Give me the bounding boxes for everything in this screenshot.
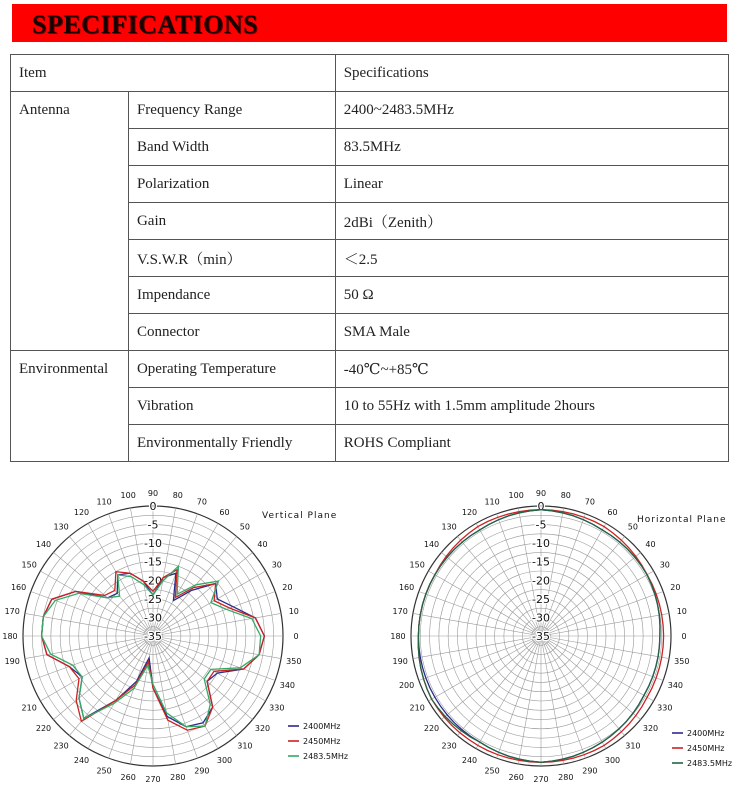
horizontal-plane-polar-chart bbox=[385, 486, 740, 786]
angle-tick-label: 20 bbox=[670, 583, 681, 593]
angle-tick-label: 170 bbox=[392, 607, 408, 617]
radial-tick-label: -20 bbox=[532, 574, 550, 588]
angle-tick-label: 250 bbox=[484, 766, 500, 776]
parameter-cell: Vibration bbox=[128, 388, 335, 425]
angle-tick-label: 330 bbox=[657, 703, 673, 713]
value-cell: ＜2.5 bbox=[335, 240, 728, 277]
category-cell: Environmental bbox=[11, 351, 129, 462]
angle-tick-label: 50 bbox=[239, 522, 250, 532]
angle-tick-label: 30 bbox=[271, 560, 282, 570]
chart-title: Horizontal Plane bbox=[637, 515, 727, 525]
parameter-cell: Connector bbox=[128, 314, 335, 351]
page-title: SPECIFICATIONS bbox=[32, 10, 259, 39]
value-cell: 83.5MHz bbox=[335, 129, 728, 166]
angle-tick-label: 250 bbox=[96, 766, 112, 776]
angle-tick-label: 350 bbox=[674, 656, 690, 666]
spec-header: Specifications bbox=[335, 55, 728, 92]
angle-tick-label: 110 bbox=[96, 497, 112, 507]
angle-tick-label: 150 bbox=[409, 560, 425, 570]
angle-tick-label: 220 bbox=[423, 723, 440, 733]
angle-tick-label: 230 bbox=[53, 741, 69, 751]
angle-tick-label: 180 bbox=[390, 632, 406, 641]
angle-tick-label: 90 bbox=[147, 489, 159, 498]
angle-tick-label: 330 bbox=[269, 703, 285, 713]
parameter-cell: Impendance bbox=[128, 277, 335, 314]
angle-tick-label: 40 bbox=[645, 540, 656, 550]
parameter-cell: V.S.W.R（min） bbox=[128, 240, 335, 277]
radial-tick-label: 0 bbox=[537, 500, 545, 513]
angle-tick-label: 260 bbox=[120, 772, 136, 782]
angle-tick-label: 150 bbox=[21, 560, 37, 570]
value-cell: ROHS Compliant bbox=[335, 425, 728, 462]
chart-title: Vertical Plane bbox=[262, 511, 338, 521]
radial-tick-label: -35 bbox=[144, 630, 162, 643]
angle-tick-label: 340 bbox=[667, 680, 684, 690]
angle-tick-label: 210 bbox=[409, 703, 425, 713]
angle-tick-label: 260 bbox=[508, 772, 524, 782]
radial-tick-label: -5 bbox=[535, 518, 547, 532]
angle-tick-label: 160 bbox=[398, 583, 415, 593]
parameter-cell: Polarization bbox=[128, 166, 335, 203]
vertical-plane-polar-chart bbox=[2, 486, 360, 786]
angle-tick-label: 340 bbox=[279, 680, 296, 690]
angle-tick-label: 290 bbox=[582, 766, 598, 776]
angle-tick-label: 70 bbox=[584, 497, 595, 507]
value-cell: SMA Male bbox=[335, 314, 728, 351]
angle-tick-label: 20 bbox=[282, 583, 293, 593]
parameter-cell: Frequency Range bbox=[128, 92, 335, 129]
value-cell: Linear bbox=[335, 166, 728, 203]
legend-label: 2483.5MHz bbox=[303, 752, 349, 761]
angle-tick-label: 0 bbox=[681, 632, 687, 641]
angle-tick-label: 0 bbox=[293, 632, 299, 641]
angle-tick-label: 210 bbox=[21, 703, 37, 713]
angle-tick-label: 270 bbox=[533, 775, 549, 784]
angle-tick-label: 10 bbox=[676, 607, 687, 617]
table-row bbox=[11, 351, 729, 388]
angle-tick-label: 60 bbox=[607, 508, 618, 518]
category-cell: Antenna bbox=[11, 92, 129, 351]
angle-tick-label: 240 bbox=[461, 755, 478, 765]
radial-tick-label: -20 bbox=[144, 574, 162, 588]
spec-table bbox=[10, 54, 729, 462]
value-cell: -40℃~+85℃ bbox=[335, 351, 728, 388]
parameter-cell: Gain bbox=[128, 203, 335, 240]
angle-tick-label: 30 bbox=[659, 560, 670, 570]
radial-tick-label: -30 bbox=[144, 611, 162, 625]
radial-tick-label: -15 bbox=[144, 555, 162, 569]
specifications-banner bbox=[12, 4, 727, 42]
angle-tick-label: 190 bbox=[4, 656, 20, 666]
angle-tick-label: 310 bbox=[237, 741, 253, 751]
radial-tick-label: -5 bbox=[147, 518, 159, 532]
angle-tick-label: 100 bbox=[120, 491, 136, 501]
value-cell: 50 Ω bbox=[335, 277, 728, 314]
parameter-cell: Operating Temperature bbox=[128, 351, 335, 388]
value-cell: 2dBi（Zenith） bbox=[335, 203, 728, 240]
parameter-cell: Band Width bbox=[128, 129, 335, 166]
legend-label: 2483.5MHz bbox=[687, 759, 733, 768]
legend-label: 2400MHz bbox=[687, 729, 725, 738]
angle-tick-label: 130 bbox=[441, 522, 457, 532]
value-cell: 2400~2483.5MHz bbox=[335, 92, 728, 129]
angle-tick-label: 120 bbox=[461, 508, 478, 518]
angle-tick-label: 280 bbox=[558, 772, 574, 782]
angle-tick-label: 350 bbox=[286, 656, 302, 666]
angle-tick-label: 140 bbox=[35, 540, 52, 550]
legend-label: 2450MHz bbox=[687, 744, 725, 753]
angle-tick-label: 190 bbox=[392, 656, 408, 666]
radial-tick-label: -25 bbox=[144, 592, 162, 606]
radial-tick-label: 0 bbox=[149, 500, 157, 513]
angle-tick-label: 60 bbox=[219, 508, 230, 518]
angle-tick-label: 280 bbox=[170, 772, 186, 782]
angle-tick-label: 300 bbox=[216, 755, 233, 765]
angle-tick-label: 220 bbox=[35, 723, 52, 733]
angle-tick-label: 160 bbox=[10, 583, 27, 593]
radial-tick-label: -10 bbox=[144, 537, 162, 551]
angle-tick-label: 50 bbox=[627, 522, 638, 532]
angle-tick-label: 80 bbox=[172, 491, 183, 501]
angle-tick-label: 70 bbox=[196, 497, 207, 507]
angle-tick-label: 230 bbox=[441, 741, 457, 751]
radial-tick-label: -10 bbox=[532, 537, 550, 551]
item-header: Item bbox=[11, 55, 336, 92]
angle-tick-label: 320 bbox=[254, 723, 271, 733]
angle-tick-label: 180 bbox=[2, 632, 18, 641]
angle-tick-label: 90 bbox=[535, 489, 547, 498]
angle-tick-label: 240 bbox=[73, 755, 90, 765]
angle-tick-label: 100 bbox=[508, 491, 524, 501]
angle-tick-label: 140 bbox=[423, 540, 440, 550]
angle-tick-label: 130 bbox=[53, 522, 69, 532]
angle-tick-label: 270 bbox=[145, 775, 161, 784]
table-row bbox=[11, 92, 729, 129]
angle-tick-label: 170 bbox=[4, 607, 20, 617]
radial-tick-label: -30 bbox=[532, 611, 550, 625]
legend-label: 2400MHz bbox=[303, 722, 341, 731]
angle-tick-label: 80 bbox=[560, 491, 571, 501]
angle-tick-label: 10 bbox=[288, 607, 299, 617]
angle-tick-label: 310 bbox=[625, 741, 641, 751]
angle-tick-label: 40 bbox=[257, 540, 268, 550]
radial-tick-label: -25 bbox=[532, 592, 550, 606]
angle-tick-label: 200 bbox=[398, 680, 415, 690]
angle-tick-label: 110 bbox=[484, 497, 500, 507]
legend-label: 2450MHz bbox=[303, 737, 341, 746]
angle-tick-label: 120 bbox=[73, 508, 90, 518]
radial-tick-label: -35 bbox=[532, 630, 550, 643]
angle-tick-label: 320 bbox=[642, 723, 659, 733]
value-cell: 10 to 55Hz with 1.5mm amplitude 2hours bbox=[335, 388, 728, 425]
angle-tick-label: 290 bbox=[194, 766, 210, 776]
parameter-cell: Environmentally Friendly bbox=[128, 425, 335, 462]
angle-tick-label: 300 bbox=[604, 755, 621, 765]
radial-tick-label: -15 bbox=[532, 555, 550, 569]
table-header-row bbox=[11, 55, 729, 92]
